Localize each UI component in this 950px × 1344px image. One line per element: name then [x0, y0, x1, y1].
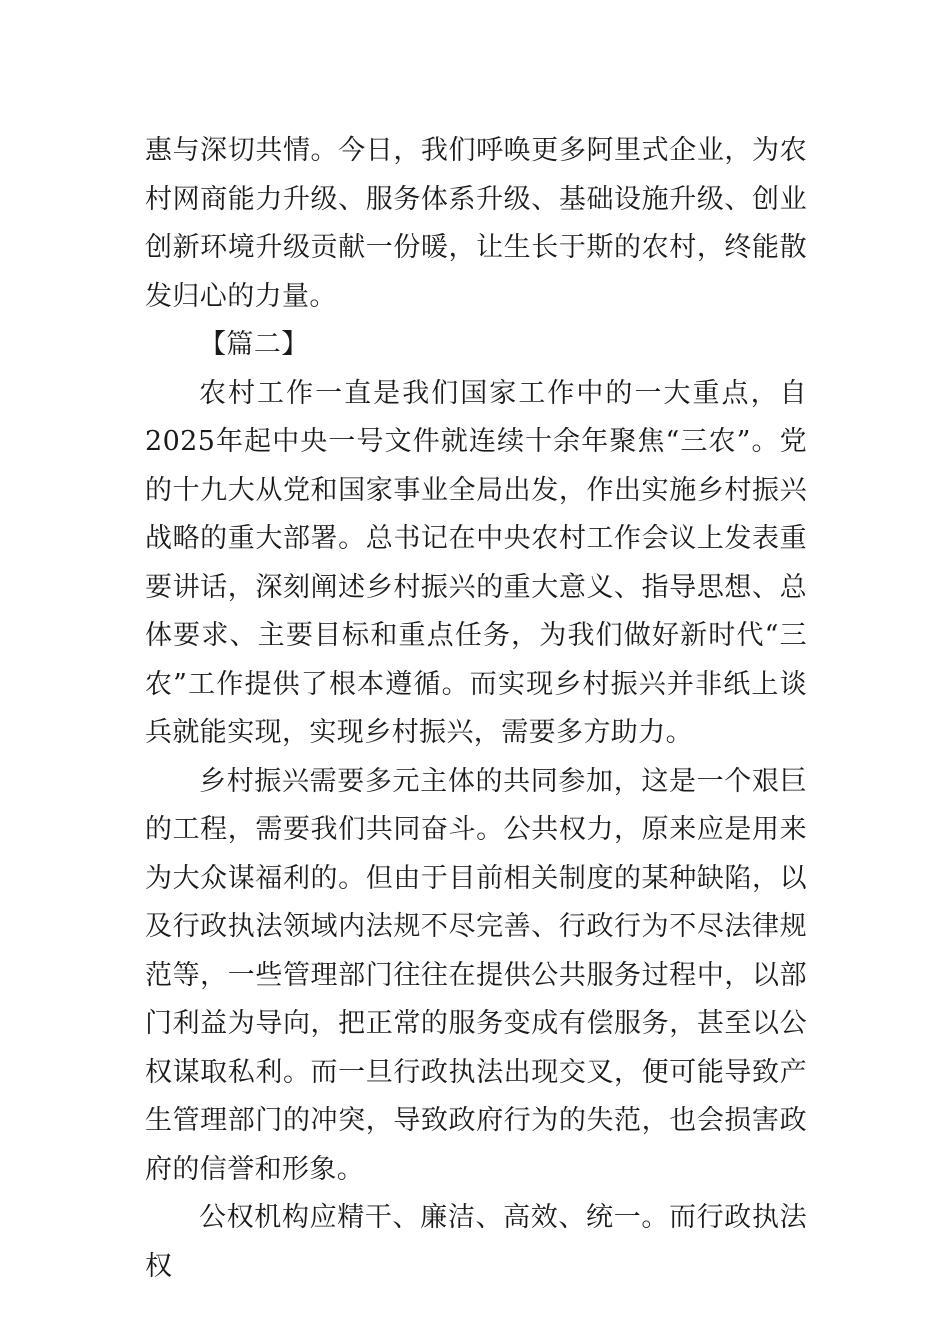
section-heading: 【篇二】 — [199, 329, 309, 360]
paragraph-1: 农村工作一直是我们国家工作中的一大重点，自2025年起中央一号文件就连续十余年聚焦“三农”。党的十九大从党和国家事业全局出发，作出实施乡村振兴战略的重大部署。总书记在中央农村工作会议上发表重要讲话，深刻阐述乡村振兴的重大意义、指导思想、总体要求、主要目标和重点任务，为我们做好新时代“三农”工作提供了根本遵循。而实现乡村振兴并非纸上谈兵就能实现，实现乡村振兴，需要多方助力。 — [145, 377, 807, 748]
document-page — [145, 127, 807, 1291]
paragraph-continued: 惠与深切共情。今日，我们呼唤更多阿里式企业，为农村网商能力升级、服务体系升级、基础设施升级、创业创新环境升级贡献一份暖，让生长于斯的农村，终能散发归心的力量。 — [145, 135, 807, 312]
paragraph-3: 公权机构应精干、廉洁、高效、统一。而行政执法权 — [145, 1202, 807, 1282]
paragraph-2: 乡村振兴需要多元主体的共同参加，这是一个艰巨的工程，需要我们共同奋斗。公共权力，原来应是用来为大众谋福利的。但由于目前相关制度的某种缺陷，以及行政执法领域内法规不尽完善、行政行为不尽法律规范等，一些管理部门往往在提供公共服务过程中，以部门利益为导向，把正常的服务变成有偿服务，甚至以公权谋取私利。而一旦行政执法出现交叉，便可能导致产生管理部门的冲突，导致政府行为的失范，也会损害政府的信誉和形象。 — [145, 765, 807, 1185]
